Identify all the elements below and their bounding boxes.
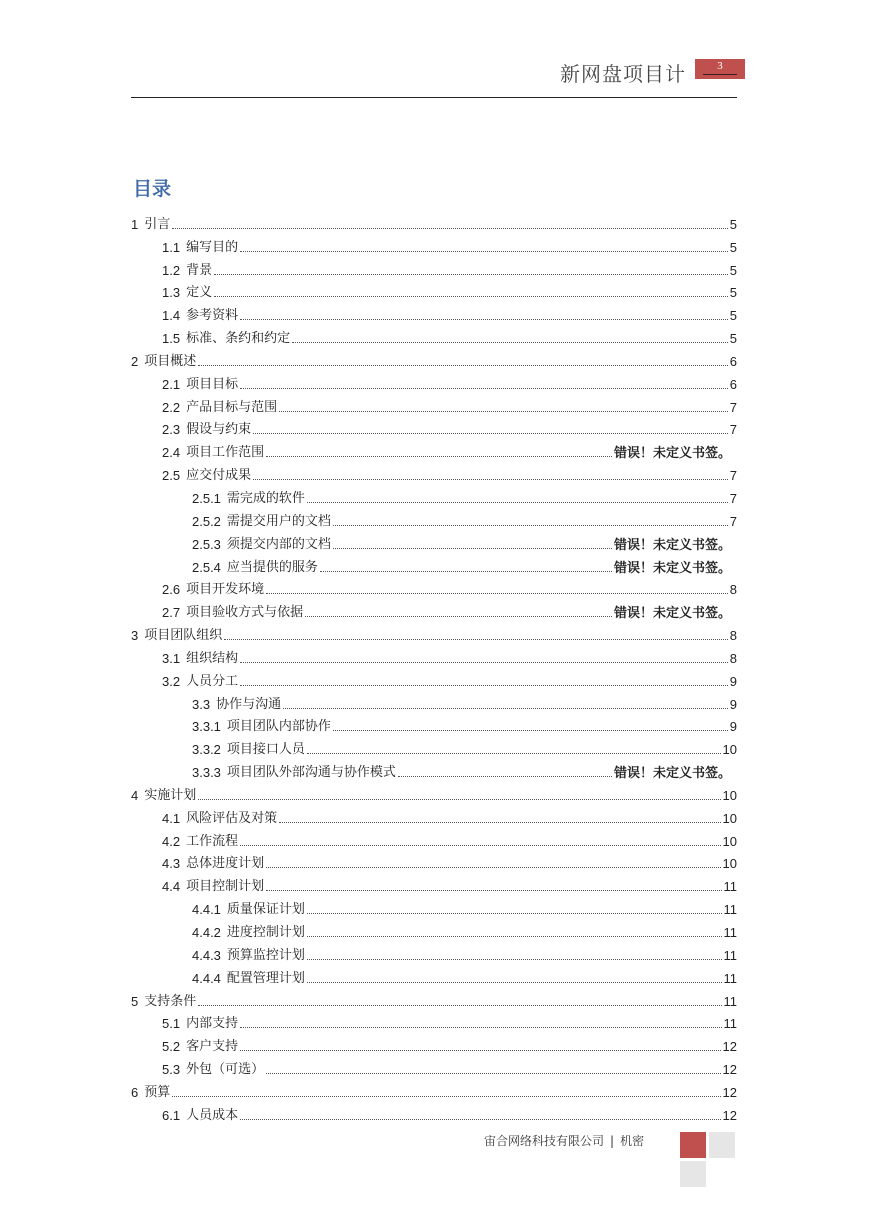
toc-entry-number: 1.5: [162, 331, 181, 347]
toc-entry-text: 质量保证计划: [226, 902, 305, 918]
toc-entry[interactable]: [0, 530, 869, 553]
toc-entry-text: 总体进度计划: [186, 856, 265, 872]
toc-entry[interactable]: [0, 553, 869, 576]
toc-entry-text: 产品目标与范围: [186, 399, 278, 415]
toc-entry[interactable]: [0, 1055, 869, 1078]
toc-entry[interactable]: [0, 667, 869, 690]
toc-entry[interactable]: [0, 461, 869, 484]
page-number-underline: [703, 74, 737, 75]
toc-dot-leader: [214, 274, 728, 275]
page-number-badge: [695, 59, 745, 79]
toc-dot-leader: [172, 1096, 720, 1097]
toc-entry[interactable]: [0, 918, 869, 941]
toc-entry-page: 11: [723, 993, 737, 1009]
toc-heading: 目录: [133, 178, 172, 200]
toc-entry-text: 应当提供的服务: [226, 559, 318, 575]
toc-entry-text: 实施计划: [144, 787, 197, 803]
toc-entry-number: 1.3: [162, 285, 181, 301]
toc-entry[interactable]: [0, 872, 869, 895]
footer: [484, 1132, 644, 1149]
toc-entry-number: 1.1: [162, 239, 181, 255]
toc-entry-text: 需完成的软件: [226, 490, 305, 506]
toc-dot-leader: [240, 1119, 720, 1120]
toc-entry-text: 参考资料: [186, 308, 239, 324]
toc-entry-number: 2.2: [162, 399, 181, 415]
toc-entry-page: 11: [723, 970, 737, 986]
toc-dot-leader: [198, 799, 720, 800]
toc-entry-number: 2.5.1: [192, 490, 221, 506]
toc-dot-leader: [172, 228, 728, 229]
toc-entry[interactable]: [0, 256, 869, 279]
toc-entry-page: 10: [722, 856, 737, 872]
footer-decor-gray-square: [709, 1132, 735, 1158]
toc-entry-page: 5: [729, 239, 737, 255]
footer-decor-gray-square: [680, 1161, 706, 1187]
toc-entry-number: 5.1: [162, 1016, 181, 1032]
toc-entry-number: 1: [131, 216, 139, 232]
toc-dot-leader: [279, 411, 728, 412]
toc-dot-leader: [253, 433, 728, 434]
toc-dot-leader: [333, 548, 612, 549]
toc-entry-number: 2.5.4: [192, 559, 221, 575]
toc-entry[interactable]: [0, 484, 869, 507]
toc-entry-number: 4.4: [162, 879, 181, 895]
toc-entry-text: 配置管理计划: [226, 970, 305, 986]
toc-dot-leader: [266, 593, 728, 594]
toc-dot-leader: [240, 251, 728, 252]
toc-entry-page: 5: [729, 285, 737, 301]
toc-entry-page: 6: [729, 376, 737, 392]
footer-decor-red-square: [680, 1132, 706, 1158]
toc-entry[interactable]: [0, 964, 869, 987]
toc-entry[interactable]: [0, 735, 869, 758]
toc-entry-number: 2.5.2: [192, 513, 221, 529]
toc-entry[interactable]: [0, 850, 869, 873]
toc-entry-page: 10: [722, 787, 737, 803]
toc-entry-text: 组织结构: [186, 650, 239, 666]
toc-entry[interactable]: [0, 1010, 869, 1033]
toc-entry-text: 工作流程: [186, 833, 239, 849]
toc-entry-text: 假设与约束: [186, 422, 252, 438]
toc-entry-text: 须提交内部的文档: [226, 536, 331, 552]
toc-entry-page: 错误！未定义书签。: [613, 765, 731, 781]
toc-entry-text: 人员分工: [186, 673, 239, 689]
toc-entry-number: 2.4: [162, 445, 181, 461]
toc-entry[interactable]: [0, 598, 869, 621]
toc-entry-page: 11: [723, 925, 737, 940]
toc-dot-leader: [240, 319, 728, 320]
toc-dot-leader: [198, 365, 728, 366]
toc-entry-page: 12: [722, 1084, 737, 1100]
toc-entry-number: 4.4.4: [192, 970, 221, 986]
toc-entry-text: 预算监控计划: [226, 947, 305, 963]
toc-entry-text: 引言: [144, 216, 171, 232]
toc-dot-leader: [398, 776, 612, 777]
toc-dot-leader: [224, 639, 728, 640]
toc-entry-text: 项目接口人员: [226, 742, 305, 758]
toc-entry-number: 2.7: [162, 605, 181, 621]
table-of-contents: [0, 210, 869, 1124]
toc-dot-leader: [266, 1073, 720, 1074]
toc-entry-text: 内部支持: [186, 1016, 239, 1032]
toc-entry-number: 5.3: [162, 1062, 181, 1078]
toc-entry-page: 7: [729, 399, 737, 415]
toc-entry[interactable]: [0, 941, 869, 964]
toc-dot-leader: [292, 342, 728, 343]
toc-entry-number: 2.6: [162, 582, 181, 598]
toc-entry-page: 10: [722, 742, 737, 758]
toc-entry[interactable]: [0, 895, 869, 918]
toc-entry-text: 支持条件: [144, 993, 197, 1009]
toc-entry-page: 9: [729, 696, 737, 712]
toc-entry-page: 7: [729, 422, 737, 438]
toc-entry[interactable]: [0, 370, 869, 393]
toc-entry-text: 客户支持: [186, 1039, 239, 1055]
toc-entry-text: 项目验收方式与依据: [186, 605, 304, 621]
toc-entry[interactable]: [0, 1032, 869, 1055]
toc-dot-leader: [307, 753, 721, 754]
toc-entry[interactable]: [0, 758, 869, 781]
toc-entry-number: 4.2: [162, 833, 181, 849]
toc-entry[interactable]: [0, 301, 869, 324]
toc-entry-number: 3.2: [162, 673, 181, 689]
toc-entry-number: 4.4.3: [192, 947, 221, 963]
toc-entry-number: 4.4.1: [192, 902, 221, 918]
toc-entry-text: 项目团队组织: [144, 628, 223, 644]
toc-entry[interactable]: [0, 1078, 869, 1101]
toc-entry-text: 需提交用户的文档: [226, 513, 331, 529]
toc-entry-page: 5: [729, 216, 737, 232]
header-divider: [131, 97, 737, 98]
toc-entry-page: 8: [729, 628, 737, 644]
toc-entry-text: 定义: [186, 285, 213, 301]
toc-entry-number: 4.4.2: [192, 925, 221, 940]
toc-entry-page: 9: [729, 673, 737, 689]
toc-entry-text: 进度控制计划: [226, 925, 305, 940]
footer-classification: 机密: [620, 1134, 645, 1148]
toc-dot-leader: [240, 1027, 721, 1028]
toc-entry[interactable]: [0, 690, 869, 713]
toc-entry-number: 1.4: [162, 308, 181, 324]
toc-entry[interactable]: [0, 416, 869, 439]
toc-entry-number: 3.3.2: [192, 742, 221, 758]
toc-dot-leader: [240, 1050, 720, 1051]
toc-entry[interactable]: [0, 324, 869, 347]
toc-entry-number: 5: [131, 993, 139, 1009]
toc-entry-number: 6.1: [162, 1107, 181, 1123]
toc-dot-leader: [307, 982, 722, 983]
toc-entry-page: 11: [723, 1016, 737, 1032]
toc-entry-number: 3.3.1: [192, 719, 221, 735]
toc-dot-leader: [240, 685, 728, 686]
toc-entry-number: 3.1: [162, 650, 181, 666]
toc-dot-leader: [305, 616, 612, 617]
toc-entry-text: 风险评估及对策: [186, 810, 278, 826]
toc-entry[interactable]: [0, 210, 869, 233]
toc-entry-number: 4.1: [162, 810, 181, 826]
toc-entry[interactable]: [0, 393, 869, 416]
toc-entry[interactable]: [0, 621, 869, 644]
toc-entry-text: 项目团队内部协作: [226, 719, 331, 735]
toc-entry-page: 5: [729, 331, 737, 347]
toc-entry-page: 11: [723, 879, 737, 895]
footer-company: 宙合网络科技有限公司: [484, 1134, 605, 1148]
toc-entry[interactable]: [0, 713, 869, 736]
toc-entry[interactable]: [0, 438, 869, 461]
toc-dot-leader: [240, 845, 720, 846]
toc-entry-page: 11: [723, 902, 737, 918]
toc-entry-number: 2: [131, 353, 139, 369]
toc-entry-number: 6: [131, 1084, 139, 1100]
toc-entry-text: 人员成本: [186, 1107, 239, 1123]
toc-entry-page: 错误！未定义书签。: [613, 536, 731, 552]
toc-dot-leader: [307, 502, 728, 503]
toc-entry-text: 编写目的: [186, 239, 239, 255]
toc-entry-text: 项目团队外部沟通与协作模式: [226, 765, 396, 781]
toc-dot-leader: [307, 959, 722, 960]
footer-separator: |: [610, 1134, 615, 1148]
toc-entry-page: 6: [729, 353, 737, 369]
toc-entry-number: 5.2: [162, 1039, 181, 1055]
toc-entry-number: 2.5.3: [192, 536, 221, 552]
toc-entry-page: 5: [729, 262, 737, 278]
toc-entry-text: 背景: [186, 262, 213, 278]
toc-entry-number: 2.5: [162, 468, 181, 484]
toc-entry[interactable]: [0, 987, 869, 1010]
toc-entry-page: 12: [722, 1062, 737, 1078]
toc-entry-text: 预算: [144, 1084, 171, 1100]
toc-entry-number: 4.3: [162, 856, 181, 872]
toc-entry-text: 外包（可选）: [186, 1062, 265, 1078]
toc-entry-page: 错误！未定义书签。: [613, 559, 731, 575]
toc-dot-leader: [283, 708, 728, 709]
toc-entry[interactable]: [0, 279, 869, 302]
toc-entry-text: 项目开发环境: [186, 582, 265, 598]
toc-entry-text: 协作与沟通: [216, 696, 282, 712]
toc-entry-text: 应交付成果: [186, 468, 252, 484]
toc-entry-page: 9: [729, 719, 737, 735]
toc-dot-leader: [333, 525, 728, 526]
toc-entry-text: 标准、条约和约定: [186, 331, 291, 347]
toc-entry-number: 3.3.3: [192, 765, 221, 781]
toc-entry-number: 2.1: [162, 376, 181, 392]
toc-entry[interactable]: [0, 644, 869, 667]
toc-dot-leader: [307, 913, 722, 914]
toc-entry-number: 4: [131, 787, 139, 803]
document-header-title: 新网盘项目计: [560, 62, 686, 86]
toc-entry-page: 12: [722, 1039, 737, 1055]
toc-entry-page: 8: [729, 650, 737, 666]
toc-dot-leader: [279, 822, 720, 823]
toc-dot-leader: [266, 890, 721, 891]
toc-entry[interactable]: [0, 804, 869, 827]
toc-entry[interactable]: [0, 1101, 869, 1124]
toc-dot-leader: [266, 867, 720, 868]
toc-entry-number: 2.3: [162, 422, 181, 438]
toc-dot-leader: [320, 571, 612, 572]
toc-entry-text: 项目控制计划: [186, 879, 265, 895]
toc-entry-page: 7: [729, 468, 737, 484]
toc-dot-leader: [240, 388, 728, 389]
toc-entry-page: 7: [729, 513, 737, 529]
toc-entry-page: 12: [722, 1107, 737, 1123]
toc-dot-leader: [307, 936, 722, 937]
toc-entry-number: 1.2: [162, 262, 181, 278]
toc-dot-leader: [214, 296, 728, 297]
toc-entry-page: 错误！未定义书签。: [613, 445, 731, 461]
toc-entry[interactable]: [0, 233, 869, 256]
toc-entry-page: 10: [722, 833, 737, 849]
toc-dot-leader: [266, 456, 612, 457]
toc-entry[interactable]: [0, 781, 869, 804]
toc-entry-page: 5: [729, 308, 737, 324]
toc-entry-number: 3: [131, 628, 139, 644]
toc-entry[interactable]: [0, 827, 869, 850]
toc-entry-page: 错误！未定义书签。: [613, 605, 731, 621]
toc-dot-leader: [253, 479, 728, 480]
toc-entry[interactable]: [0, 507, 869, 530]
toc-entry[interactable]: [0, 576, 869, 599]
toc-dot-leader: [333, 730, 728, 731]
toc-entry-text: 项目工作范围: [186, 445, 265, 461]
toc-entry-page: 11: [723, 947, 737, 963]
toc-entry-text: 项目目标: [186, 376, 239, 392]
toc-entry-page: 7: [729, 490, 737, 506]
toc-entry-number: 3.3: [192, 696, 211, 712]
toc-entry-page: 10: [722, 810, 737, 826]
toc-entry-page: 8: [729, 582, 737, 598]
toc-entry-text: 项目概述: [144, 353, 197, 369]
toc-entry[interactable]: [0, 347, 869, 370]
toc-dot-leader: [240, 662, 728, 663]
toc-dot-leader: [198, 1005, 721, 1006]
page-number: 3: [717, 60, 723, 72]
